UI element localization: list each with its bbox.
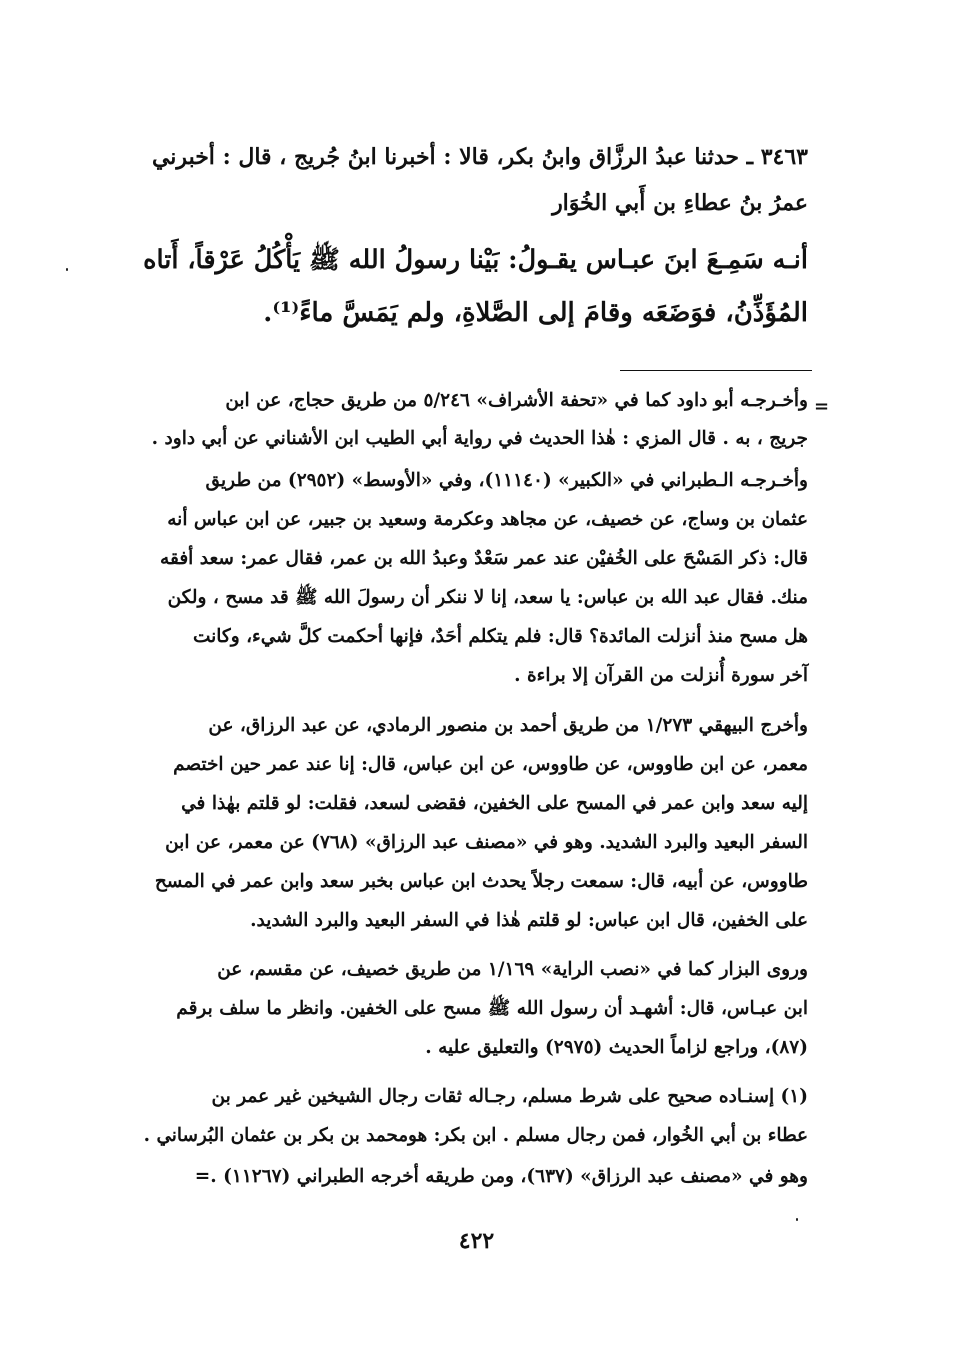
footnote-line: السفر البعيد والبرد الشديد. وهو في «مصنف عبد الرزاق» (٧٦٨) عن معمر، عن ابن (165, 832, 808, 853)
footnote-line: ابن عبـاس، قال: أشهـد أن رسول الله ﷺ مسح على الخفين. وانظر ما سلف برقم (176, 998, 808, 1019)
hadith-chain-line: ٣٤٦٣ ـ حدثنا عبدُ الرزَّاق وابنُ بكر، قالا : أخبرنا ابنُ جُريج ، قال : أخبرني (151, 144, 808, 170)
scan-speck (66, 268, 68, 271)
footnote-line: وهو في «مصنف عبد الرزاق» (٦٣٧)، ومن طريقه أخرجه الطبراني (١١٢٦٧) .= (194, 1166, 808, 1187)
footnote-line: وأخرج البيهقي ١/٢٧٣ من طريق أحمد بن منصور الرمادي، عن عبد الرزاق، عن (208, 715, 808, 736)
footnote-line: آخر سورة أُنزلت من القرآن إلا براءة . (514, 665, 808, 686)
footnote-line: على الخفين، قال ابن عباس: لو قلتم هٰذا في السفر البعيد والبرد الشديد. (250, 910, 808, 931)
footnote-separator (620, 370, 812, 371)
footnote-line: وأخـرجـه أبو داود كما في «تحفة الأشراف» ٥/٢٤٦ من طريق حجاج، عن ابن (225, 390, 808, 411)
footnote-line: (١) إسنـاده صحيح على شرط مسلم، رجـاله ثقات رجال الشيخين غير عمر بن (211, 1086, 808, 1107)
footnote-line: إليه سعد وابن عمر في المسح على الخفين، فقضى لسعد، فقلت: لو قلتم بهٰذا في (181, 793, 808, 814)
scan-speck (796, 1218, 798, 1221)
footnote-line: معمر، عن ابن طاووس، عن طاووس، عن ابن عباس، قال: إنا عند عمر حين اختصم (173, 754, 808, 775)
footnote-line: منك. فقال عبد الله بن عباس: يا سعد، إنا لا ننكر أن رسولَ الله ﷺ قد مسح ، ولكن (167, 587, 808, 608)
footnote-line: عطاء بن أبي الخُوار، فمن رجال مسلم . ابن بكر: هومحمد بن بكر بن عثمان البُرساني . (143, 1125, 808, 1146)
footnote-line: عثمان بن وساج، عن خصيف، عن مجاهد وعكرمة وسعيد بن جبير، عن ابن عباس أنه (167, 509, 808, 530)
hadith-text-line: أنـه سَمِـعَ ابنَ عبـاس يقـولُ: بَيْنا رسولُ الله ﷺ يَأْكُلُ عَرْقاً، أَتاه (143, 245, 808, 275)
hadith-chain-line: عمرُ بنُ عطاءِ بن أَبي الخُوَار (552, 190, 808, 216)
footnote-line: وأخـرجـه الـطبراني في «الكبير» (١١١٤٠)، وفي «الأوسط» (٢٩٥٢) من طريق (205, 470, 808, 491)
footnote-line: (٨٧)، وراجع لزاماً الحديث (٢٩٧٥) والتعليق عليه . (425, 1037, 808, 1058)
footnote-line: قال: ذكر المَسْحَ على الخُفيْن عند عمر سَعْدٌ وعبدُ الله بن عمر، فقال عمر: سعد أفقه (160, 548, 808, 569)
footnote-line: هل مسح منذ أنزلت المائدة؟ قال: فلم يتكلم أحَدٌ، فإنها أحكمت كلَّ شيء، وكانت (192, 626, 808, 647)
footnote-line: طاووس، عن أبيه، قال: سمعت رجلاً يحدث ابن عباس بخبر سعد وابن عمر في المسح (154, 871, 808, 892)
continuation-marker: = (814, 396, 830, 417)
footnote-line: وروى البزار كما في «نصب الراية» ١/١٦٩ من طريق خصيف، عن مقسم، عن (217, 959, 808, 980)
page-number: ٤٢٢ (458, 1228, 495, 1254)
footnote-line: جريج ، به . قال المزي : هٰذا الحديث في رواية أبي الطيب ابن الأشناني عن أبي داود . (151, 428, 808, 449)
hadith-text-line: المُؤَذِّنُ، فوَضَعَه وقامَ إلى الصَّلاةِ، ولم يَمَسَّ ماءً⁽¹⁾. (263, 298, 808, 328)
